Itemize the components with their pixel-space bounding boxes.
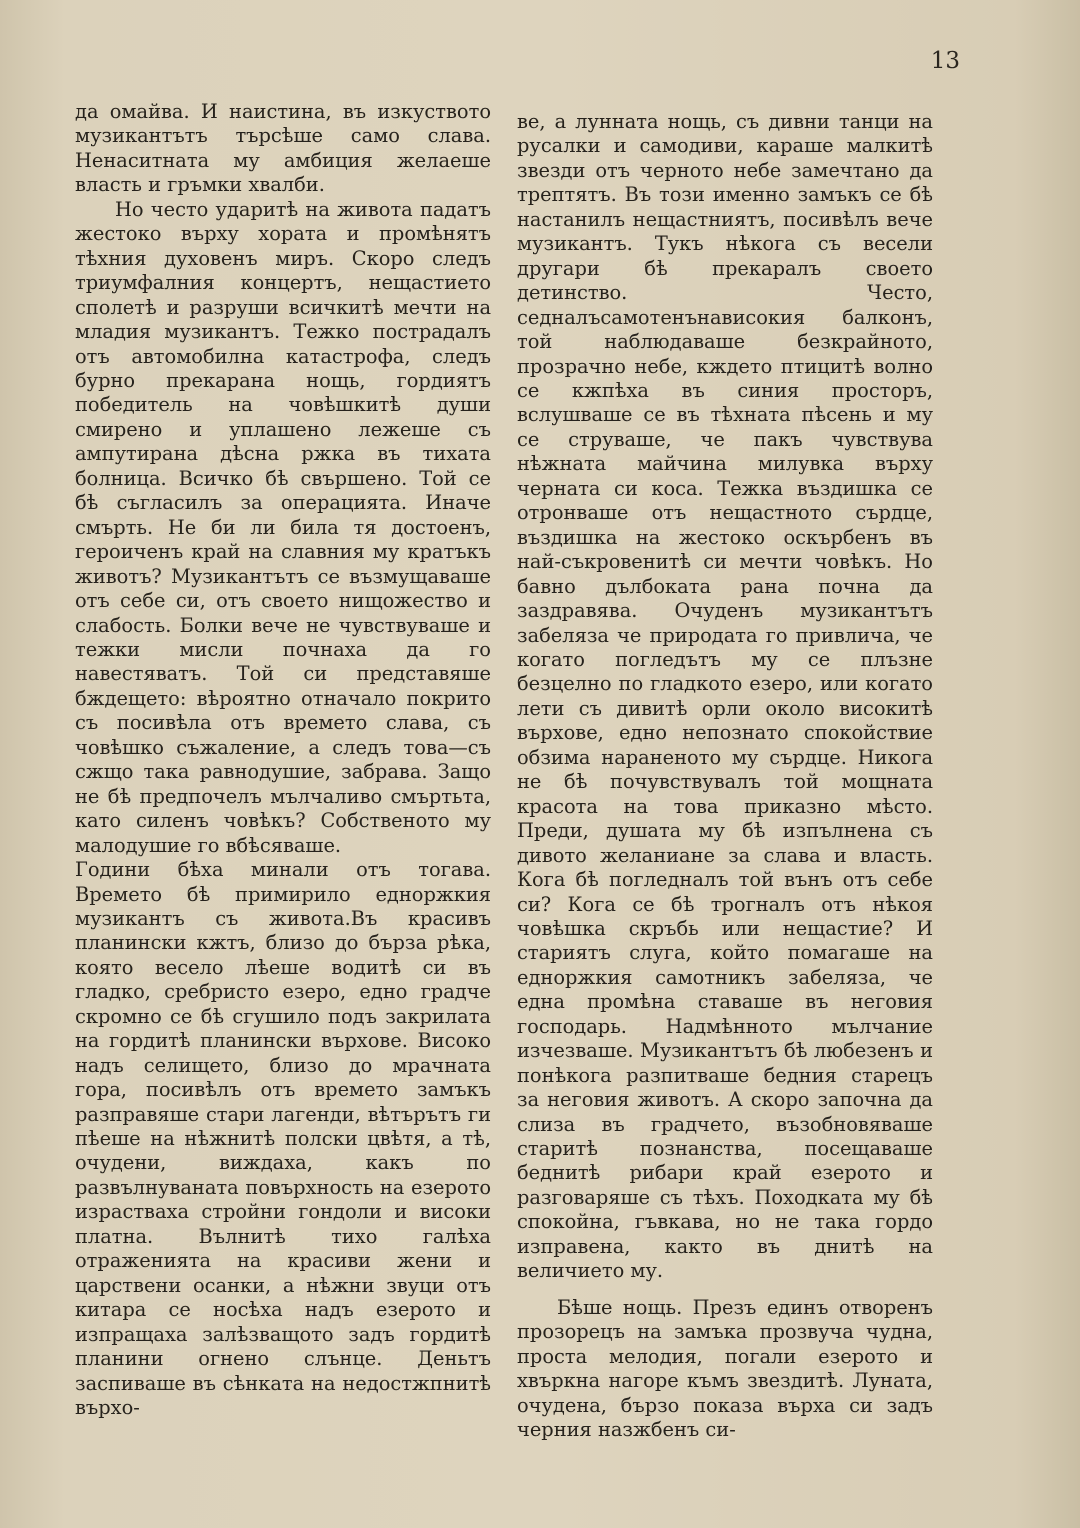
left-paragraph-1: да омайва. И наистина, въ изкуството музикантътъ търсѣше само слава. Ненаситната му амбиция желаеше власть и гръмки хвалби.: [75, 100, 491, 197]
right-paragraph-1: ве, а лунната нощь, съ дивни танци на русалки и самодиви, караше малкитѣ звезди отъ черното небе замечтано да трептятъ. Въ този именно замъкъ се бѣ настанилъ нещастниятъ, посивѣлъ вече музикантъ. Тукъ нѣкога съ весели другари бѣ прекаралъ своето детинство. Често, седналъсамотенънависокия балконъ, той наблюдаваше безкрайното, прозрачно небе, кждето птицитѣ волно се кжпѣха въ синия просторъ, вслушваше се въ тѣхната пѣсень и му се струваше, че пакъ чувствува нѣжната майчина милувка върху черната си коса. Тежка въздишка се отронваше отъ нещастното сърдце, въздишка на жестоко оскърбенъ въ най-съкровенитѣ си мечти човѣкъ. Но бавно дълбоката рана почна да заздравява. Очуденъ музикантътъ забеляза че природата го привлича, че когато погледътъ му се плъзне безцелно по гладкото езеро, или когато лети съ дивитѣ орли около високитѣ върхове, едно непознато спокойствие обзима нараненото му сърдце. Никога не бѣ почувствувалъ той мощната красота на това приказно мѣсто. Преди, душата му бѣ изпълнена съ дивото желаниане за слава и власть. Кога бѣ погледналъ той вънъ отъ себе си? Кога се бѣ трогналъ отъ нѣкоя човѣшка скръбь или нещастие? И стариятъ слуга, който помагаше на едноржкия самотникъ забеляза, че една промѣна ставаше въ неговия господарь. Надмѣнното мълчание изчезваше. Музикантътъ бѣ любезенъ и понѣкога разпитваше бедния старецъ за неговия животъ. А скоро започна да слиза въ градчето, възобновяваше старитѣ познанства, посещаваше беднитѣ рибари край езерото и разговаряше съ тѣхъ. Походката му бѣ спокойна, гъвкава, но не така гордо изправена, както въ днитѣ на величието му.: [517, 110, 933, 1283]
right-paragraph-2: Бѣше нощь. Презъ единъ отворенъ прозорецъ на замъка прозвуча чудна, проста мелодия, погали езерото и хвъркна нагоре къмъ звездитѣ. Луната, очудена, бързо показа върха си задъ черния назжбенъ си-: [517, 1295, 933, 1442]
right-column: [517, 110, 933, 1442]
left-paragraph-3: Години бѣха минали отъ тогава. Времето бѣ примирило едноржкия музикантъ съ живота.Въ красивъ планински кжтъ, близо до бърза рѣка, която весело лѣеше водитѣ си въ гладко, сребристо езеро, едно градче скромно се бѣ сгушило подъ закрилата на гордитѣ планински върхове. Високо надъ селището, близо до мрачната гора, посивѣлъ отъ времето замъкъ разправяше стари лагенди, вѣтърътъ ги пѣеше на нѣжнитѣ полски цвѣтя, а тѣ, очудени, виждаха, какъ по развълнуваната повърхность на езерото израстваха стройни гондоли и високи платна. Вълнитѣ тихо галѣха отраженията на красиви жени и царствени осанки, а нѣжни звуци отъ китара се носѣха надъ езерото и изпращаха залѣзващото задъ гордитѣ планини огнено слънце. Деньтъ заспиваше въ сѣнката на недостжпнитѣ върхо-: [75, 858, 491, 1420]
left-column: [75, 100, 491, 1420]
left-paragraph-2: Но често ударитѣ на живота падатъ жестоко върху хората и промѣнятъ тѣхния духовенъ миръ. Скоро следъ триумфалния концертъ, нещастието сполетѣ и разруши всичкитѣ мечти на младия музикантъ. Тежко пострадалъ отъ автомобилна катастрофа, следъ бурно прекарана нощь, гордиятъ победитель на човѣшкитѣ души смирено и уплашено лежеше съ ампутирана дѣсна ржка въ тихата болница. Всичко бѣ свършено. Той се бѣ съгласилъ за операцията. Иначе смърть. Не би ли била тя достоенъ, героиченъ край на славния му кратъкъ животъ? Музикантътъ се възмущаваше отъ себе си, отъ своето нищожество и слабость. Болки вече не чувствуваше и тежки мисли почнаха да го навестяватъ. Той си представяше бждещето: вѣроятно отначало покрито съ посивѣла отъ времето слава, съ човѣшко съжаление, а следъ това—съ сжщо така равнодушие, забрава. Защо не бѣ предпочелъ мълчаливо смъртьта, като силенъ човѣкъ? Собственото му малодушие го вбѣсяваше.: [75, 197, 491, 857]
page-number: 13: [930, 48, 960, 74]
